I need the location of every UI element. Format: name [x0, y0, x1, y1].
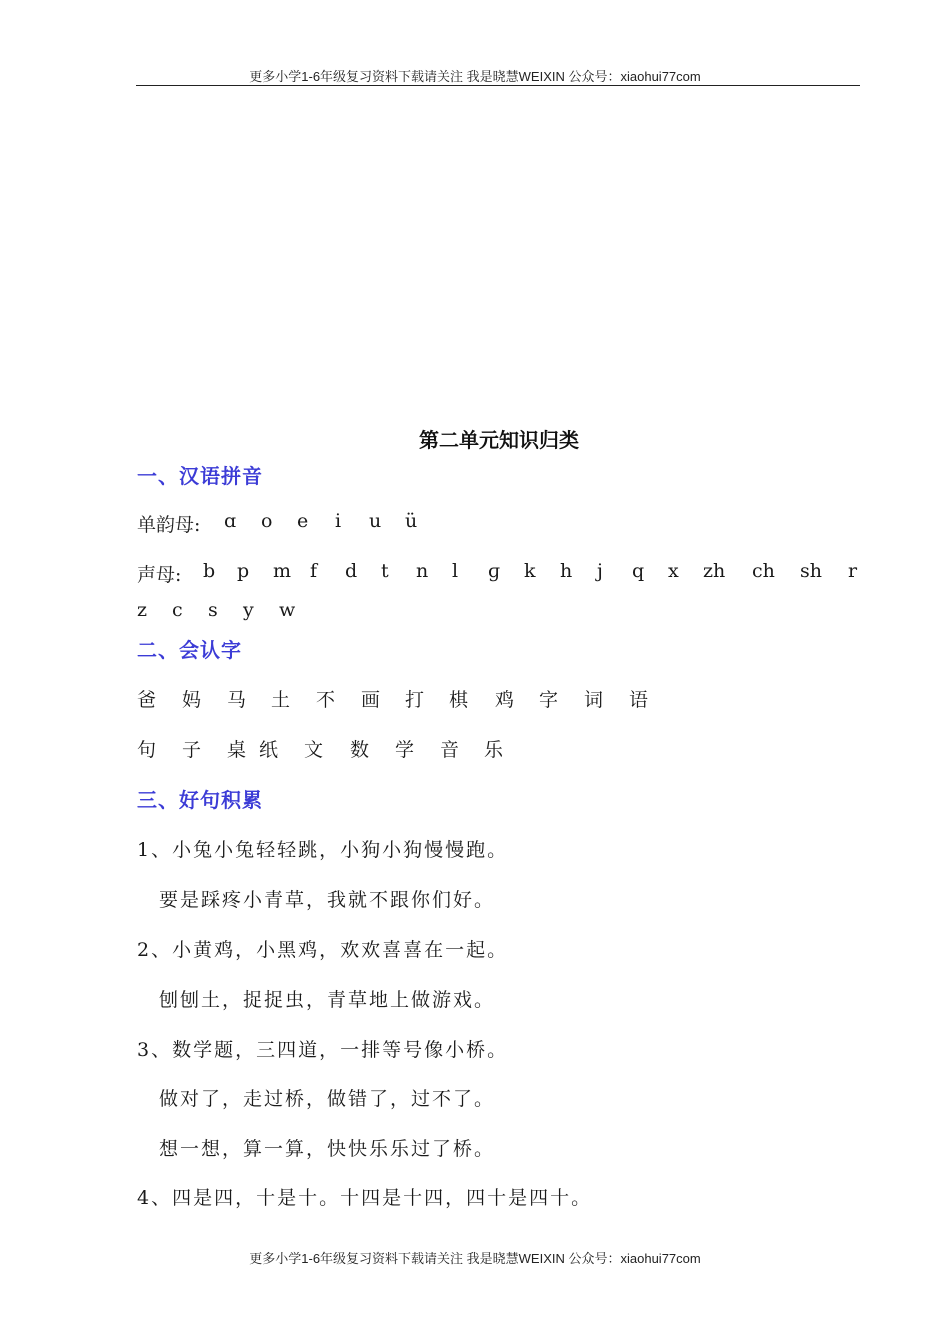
initial-letter: x [668, 560, 679, 582]
character: 子 [182, 739, 202, 761]
character: 鸡 [495, 689, 515, 711]
final-letter: ɑ [224, 510, 237, 532]
character: 词 [584, 689, 604, 711]
finals-label: 单韵母: [137, 514, 201, 536]
final-letter: i [335, 510, 342, 532]
sentence-line: 想一想，算一算，快快乐乐过了桥。 [159, 1138, 496, 1160]
initial-letter: b [203, 560, 216, 582]
character: 桌 [227, 739, 247, 761]
initial-letter: ɡ [488, 560, 501, 582]
initial-letter: d [345, 560, 358, 582]
header-divider [136, 85, 860, 86]
final-letter: ü [405, 510, 418, 532]
sentence-line: 刨刨土，捉捉虫，青草地上做游戏。 [159, 989, 496, 1011]
character: 纸 [259, 739, 279, 761]
section-heading-characters: 二、会认字 [137, 638, 242, 662]
initial-letter: r [848, 560, 858, 582]
initial-letter: w [279, 599, 296, 621]
character: 妈 [182, 689, 202, 711]
sentence-line: 1、小兔小兔轻轻跳，小狗小狗慢慢跑。 [137, 839, 509, 861]
sentence-line: 做对了，走过桥，做错了，过不了。 [159, 1088, 496, 1110]
page-title: 第二单元知识归类 [419, 428, 579, 452]
character: 马 [227, 689, 247, 711]
initial-letter: f [310, 560, 318, 582]
initial-letter: sh [800, 560, 822, 582]
character: 画 [361, 689, 381, 711]
character: 文 [304, 739, 324, 761]
initial-letter: zh [703, 560, 726, 582]
initial-letter: p [237, 560, 250, 582]
initial-letter: l [452, 560, 459, 582]
section-heading-sentences: 三、好句积累 [137, 788, 263, 812]
final-letter: u [369, 510, 382, 532]
final-letter: o [261, 510, 273, 532]
character: 字 [539, 689, 559, 711]
character: 语 [629, 689, 649, 711]
sentence-line: 2、小黄鸡，小黑鸡，欢欢喜喜在一起。 [137, 939, 509, 961]
character: 学 [395, 739, 415, 761]
character: 土 [271, 689, 291, 711]
initial-letter: h [560, 560, 573, 582]
initial-letter: m [273, 560, 292, 582]
sentence-line: 3、数学题，三四道，一排等号像小桥。 [137, 1039, 509, 1061]
character: 音 [440, 739, 460, 761]
sentence-line: 4、四是四，十是十。十四是十四，四十是四十。 [137, 1187, 593, 1209]
final-letter: e [297, 510, 309, 532]
initial-letter: y [243, 599, 254, 621]
sentence-line: 要是踩疼小青草，我就不跟你们好。 [159, 889, 496, 911]
initial-letter: n [416, 560, 429, 582]
initials-label: 声母: [137, 564, 182, 586]
page-header: 更多小学1-6年级复习资料下载请关注 我是晓慧WEIXIN 公众号：xiaohui77com [249, 69, 701, 84]
initial-letter: q [632, 560, 645, 582]
character: 乐 [484, 739, 504, 761]
character: 数 [350, 739, 370, 761]
character: 棋 [449, 689, 469, 711]
character: 打 [405, 689, 425, 711]
initial-letter: z [137, 599, 148, 621]
initial-letter: k [524, 560, 536, 582]
section-heading-pinyin: 一、汉语拼音 [137, 464, 263, 488]
initial-letter: c [172, 599, 183, 621]
character: 爸 [137, 689, 157, 711]
character: 句 [137, 739, 157, 761]
page-footer: 更多小学1-6年级复习资料下载请关注 我是晓慧WEIXIN 公众号：xiaohui77com [249, 1251, 701, 1266]
initial-letter: ch [752, 560, 775, 582]
initial-letter: t [381, 560, 389, 582]
initial-letter: j [597, 560, 603, 582]
character: 不 [316, 689, 336, 711]
initial-letter: s [208, 599, 218, 621]
